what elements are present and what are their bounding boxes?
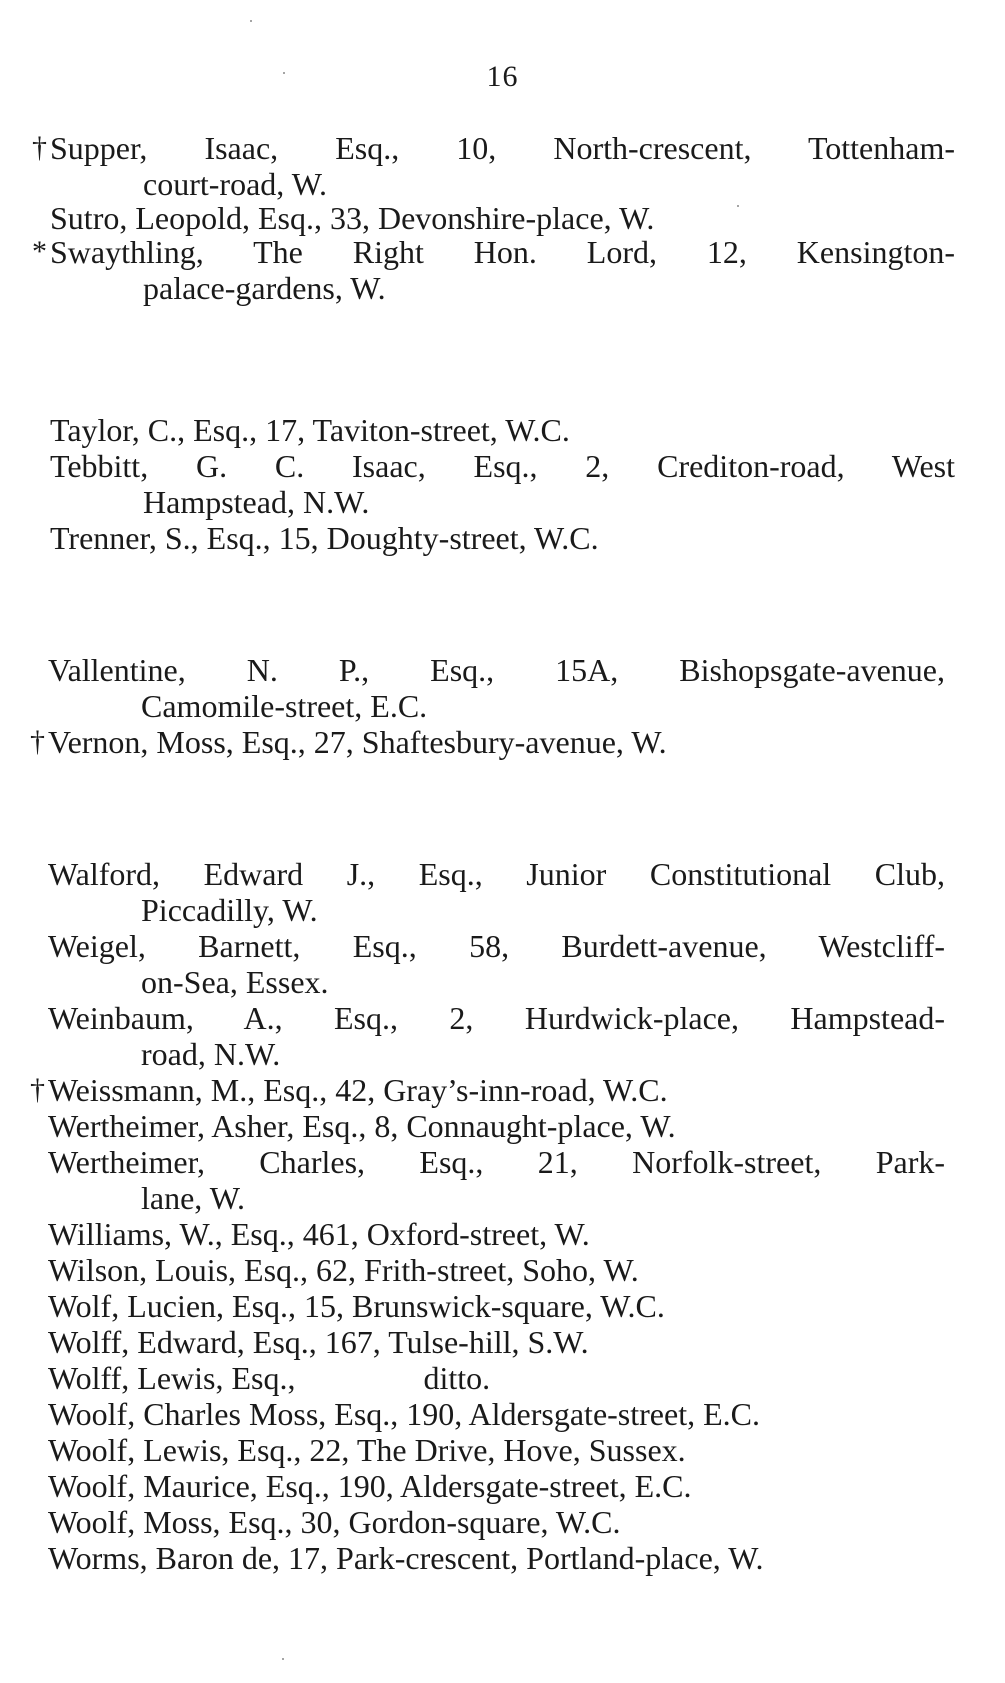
- entry-continuation: Camomile-street, E.C.: [141, 688, 428, 724]
- list-item: [48, 1540, 945, 1576]
- entry-line: Wertheimer, Charles, Esq., 21, Norfolk-street, Park-: [48, 1144, 945, 1180]
- entry-line: Vallentine, N. P., Esq., 15A, Bishopsgate-avenue,: [48, 652, 945, 688]
- list-item: [48, 1468, 945, 1504]
- list-item: [48, 1360, 945, 1396]
- page-number: 16: [486, 60, 519, 93]
- entry-continuation: road, N.W.: [141, 1036, 281, 1072]
- entry-line: Weigel, Barnett, Esq., 58, Burdett-avenue, Westcliff-: [48, 928, 945, 964]
- entry-line: Tebbitt, G. C. Isaac, Esq., 2, Crediton-road, West: [50, 448, 955, 484]
- paper-speck: [282, 1658, 284, 1660]
- entry-continuation: Piccadilly, W.: [141, 892, 318, 928]
- list-item: [30, 1072, 945, 1108]
- entry-line: Swaythling, The Right Hon. Lord, 12, Kensington-: [50, 234, 955, 270]
- entry-line: Taylor, C., Esq., 17, Taviton-street, W.C.: [50, 412, 570, 448]
- list-item: [48, 1108, 945, 1144]
- list-item: [48, 1504, 945, 1540]
- entry-line: Woolf, Maurice, Esq., 190, Aldersgate-street, E.C.: [48, 1468, 692, 1504]
- list-item: [50, 448, 955, 520]
- entry-line: Woolf, Moss, Esq., 30, Gordon-square, W.C.: [48, 1504, 621, 1540]
- asterisk-mark: *: [32, 235, 47, 268]
- paper-speck: [283, 72, 285, 74]
- entry-line: Trenner, S., Esq., 15, Doughty-street, W.C.: [50, 520, 599, 556]
- entry-continuation: court-road, W.: [143, 166, 327, 202]
- list-item: [30, 724, 945, 760]
- list-item: [50, 200, 955, 236]
- entry-line: Weissmann, M., Esq., 42, Gray’s-inn-road, W.C.: [48, 1072, 668, 1108]
- list-item: [48, 928, 945, 1000]
- paper-speck: [737, 205, 739, 207]
- entry-line: Weinbaum, A., Esq., 2, Hurdwick-place, Hampstead-: [48, 1000, 945, 1036]
- list-item: [48, 1432, 945, 1468]
- paper-speck: [250, 20, 252, 22]
- entry-line: Vernon, Moss, Esq., 27, Shaftesbury-avenue, W.: [48, 724, 667, 760]
- list-item: [48, 1324, 945, 1360]
- entry-line: Woolf, Lewis, Esq., 22, The Drive, Hove, Sussex.: [48, 1432, 686, 1468]
- dagger-mark: †: [32, 131, 47, 164]
- list-item: [50, 520, 955, 556]
- dagger-mark: †: [30, 1073, 45, 1106]
- ditto-text: ditto.: [423, 1360, 491, 1396]
- section-w: [0, 856, 1005, 1576]
- entry-line: Worms, Baron de, 17, Park-crescent, Portland-place, W.: [48, 1540, 764, 1576]
- section-v: [0, 652, 1005, 760]
- entry-line: Sutro, Leopold, Esq., 33, Devonshire-place, W.: [50, 200, 655, 236]
- list-item: [48, 856, 945, 928]
- dagger-mark: †: [30, 725, 45, 758]
- list-item: [32, 130, 955, 202]
- entry-line: Wertheimer, Asher, Esq., 8, Connaught-place, W.: [48, 1108, 676, 1144]
- list-item: [32, 234, 955, 306]
- section-s: [0, 130, 1005, 306]
- entry-continuation: palace-gardens, W.: [143, 270, 386, 306]
- list-item: [48, 1252, 945, 1288]
- list-item: [48, 1144, 945, 1216]
- entry-line: Supper, Isaac, Esq., 10, North-crescent, Tottenham-: [50, 130, 955, 166]
- list-item: [48, 1000, 945, 1072]
- list-item: [48, 1288, 945, 1324]
- section-t: [0, 412, 1005, 556]
- entry-line: Woolf, Charles Moss, Esq., 190, Aldersgate-street, E.C.: [48, 1396, 760, 1432]
- entry-continuation: Hampstead, N.W.: [143, 484, 370, 520]
- list-item: [48, 652, 945, 724]
- entry-line: Williams, W., Esq., 461, Oxford-street, W.: [48, 1216, 590, 1252]
- entry-line: Wolff, Lewis, Esq.,: [48, 1360, 296, 1396]
- list-item: [48, 1216, 945, 1252]
- entry-line: Wolff, Edward, Esq., 167, Tulse-hill, S.W.: [48, 1324, 589, 1360]
- entry-line: Walford, Edward J., Esq., Junior Constitutional Club,: [48, 856, 945, 892]
- entry-line: Wolf, Lucien, Esq., 15, Brunswick-square, W.C.: [48, 1288, 665, 1324]
- entry-continuation: on-Sea, Essex.: [141, 964, 329, 1000]
- entry-continuation: lane, W.: [141, 1180, 245, 1216]
- list-item: [48, 1396, 945, 1432]
- list-item: [50, 412, 955, 448]
- entry-line: Wilson, Louis, Esq., 62, Frith-street, Soho, W.: [48, 1252, 639, 1288]
